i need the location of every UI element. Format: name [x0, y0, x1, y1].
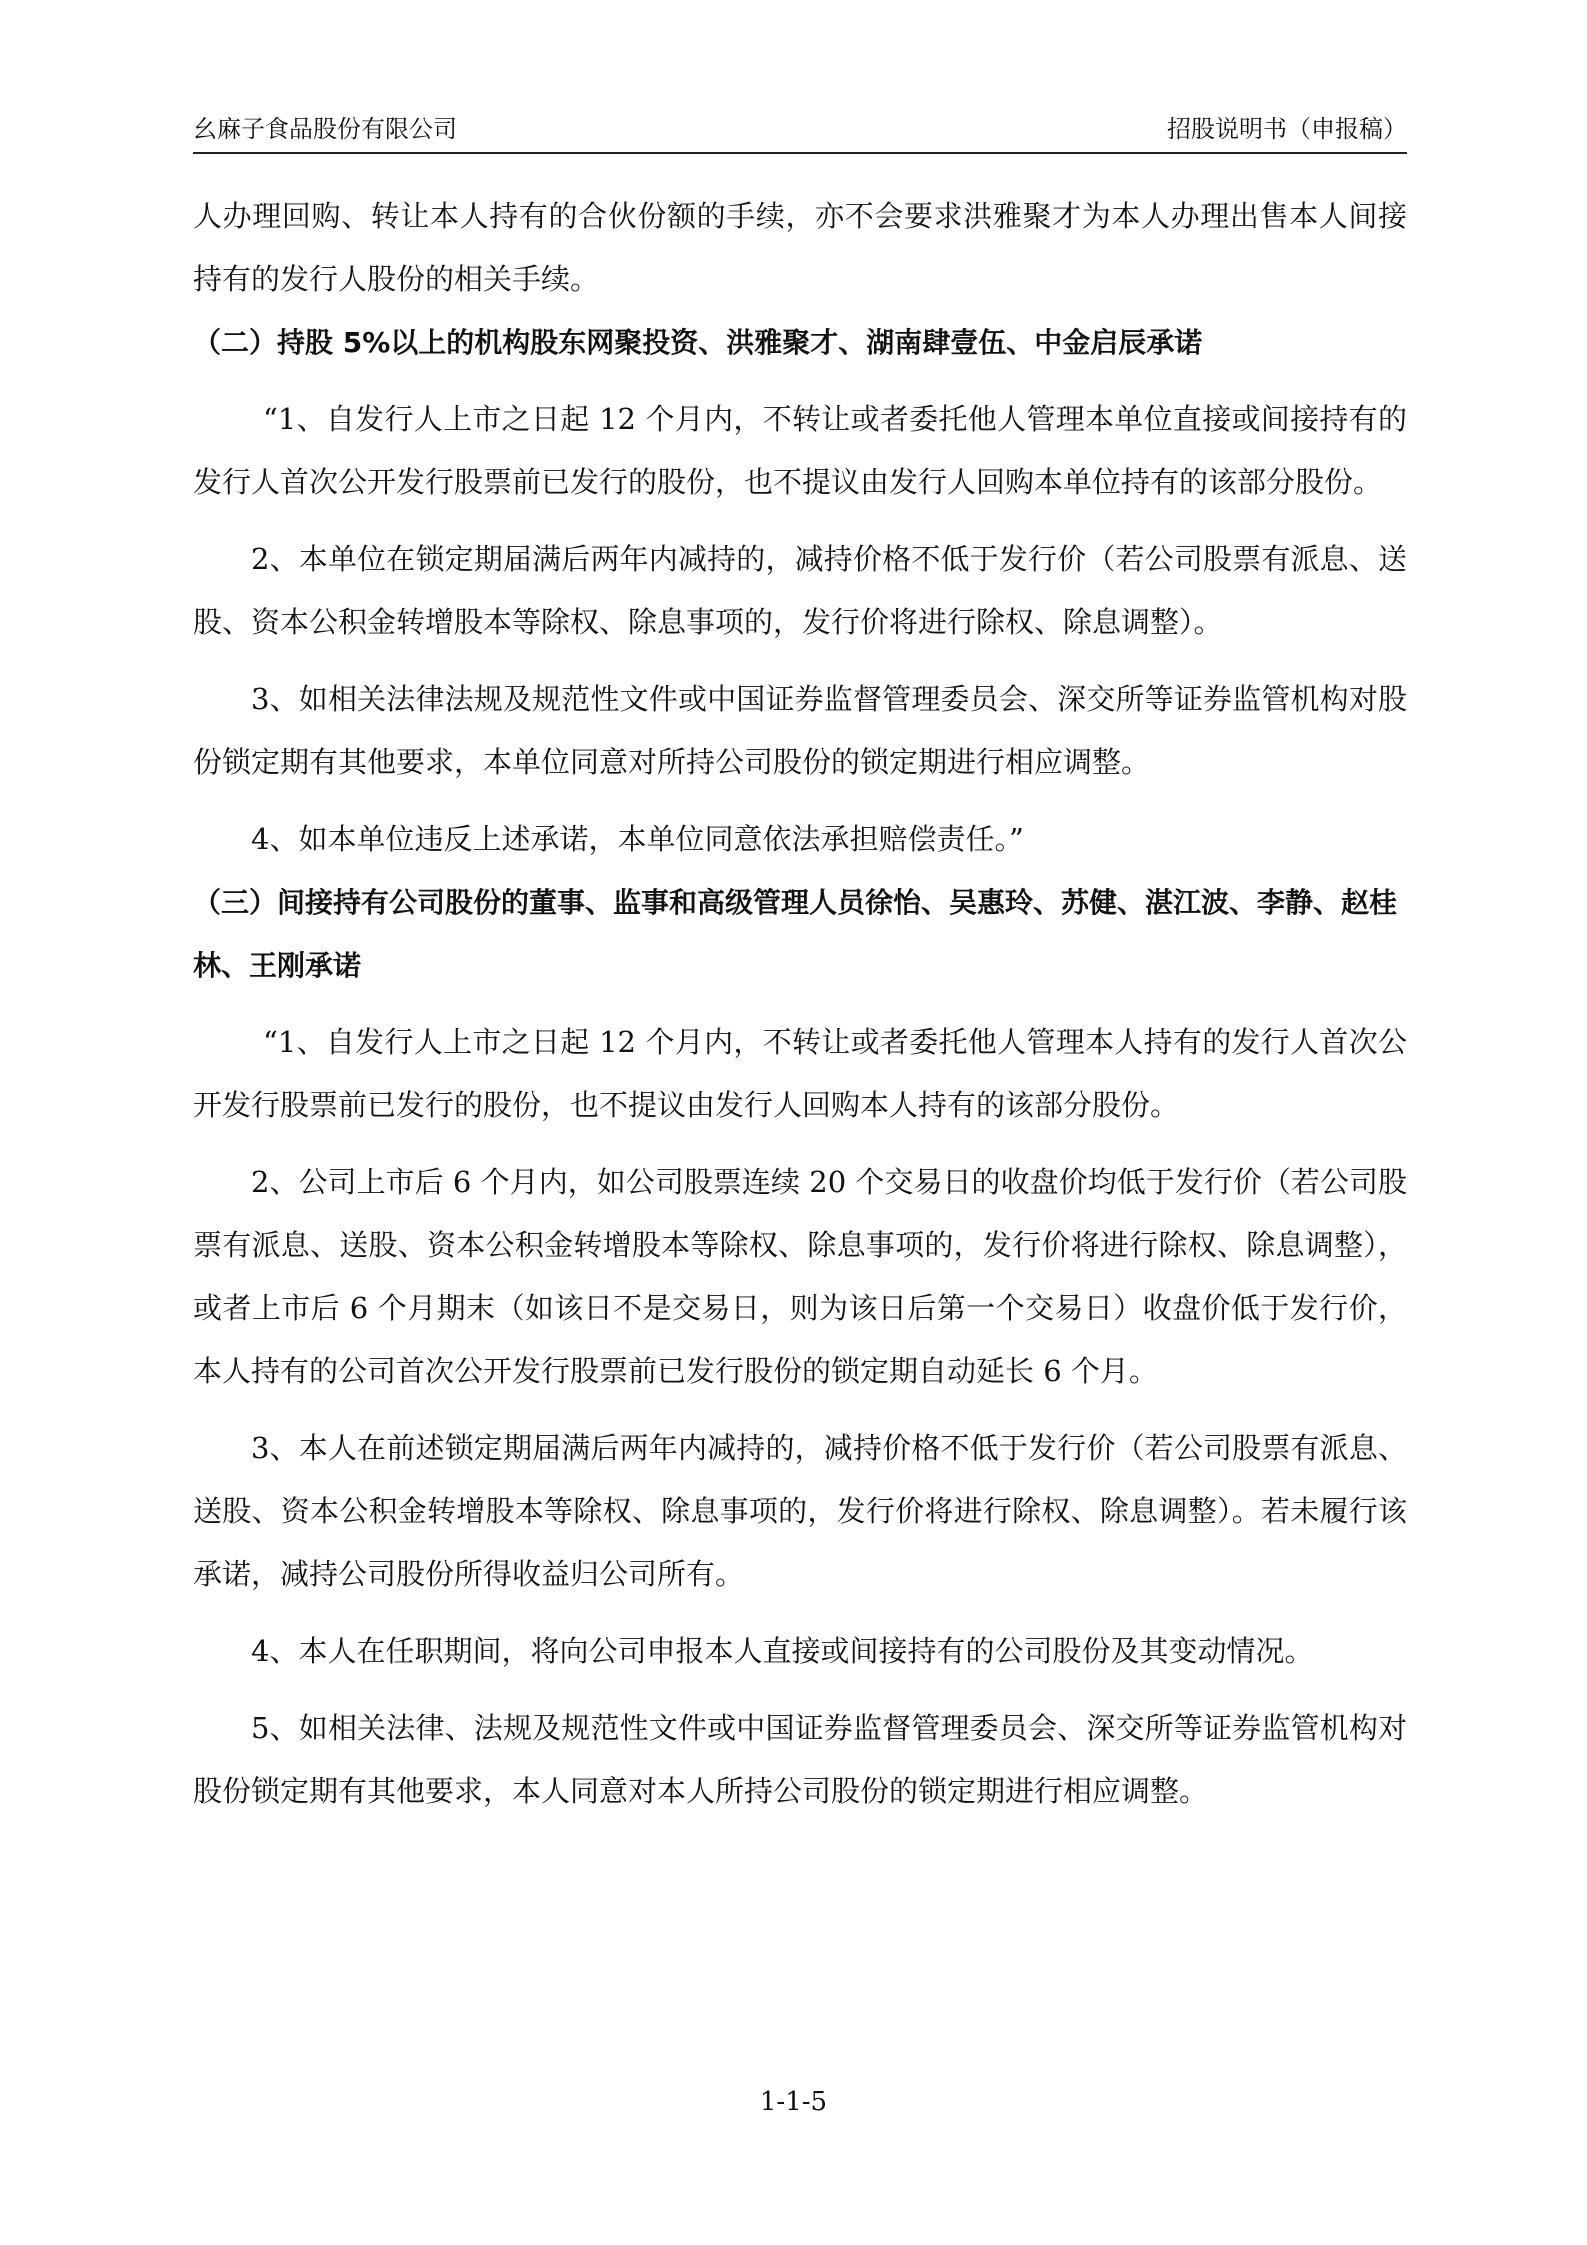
- section-2-paragraph-3: 3、如相关法律法规及规范性文件或中国证券监督管理委员会、深交所等证券监管机构对股份锁定期有其他要求，本单位同意对所持公司股份的锁定期进行相应调整。: [193, 682, 1407, 779]
- paragraph-continuation: 人办理回购、转让本人持有的合伙份额的手续，亦不会要求洪雅聚才为本人办理出售本人间接持有的发行人股份的相关手续。: [193, 199, 1407, 296]
- section-2-paragraph-4: 4、如本单位违反上述承诺，本单位同意依法承担赔偿责任。”: [251, 822, 1024, 856]
- page-header: [193, 108, 1407, 154]
- section-2-paragraph-1: “1、自发行人上市之日起 12 个月内，不转让或者委托他人管理本单位直接或间接持有的发行人首次公开发行股票前已发行的股份，也不提议由发行人回购本单位持有的该部分股份。: [193, 402, 1407, 499]
- section-3-paragraph-5: 5、如相关法律、法规及规范性文件或中国证券监督管理委员会、深交所等证券监管机构对股份锁定期有其他要求，本人同意对本人所持公司股份的锁定期进行相应调整。: [193, 1711, 1407, 1808]
- page-number: 1-1-5: [759, 2087, 828, 2117]
- section-2-paragraph-2: 2、本单位在锁定期届满后两年内减持的，减持价格不低于发行价（若公司股票有派息、送股、资本公积金转增股本等除权、除息事项的，发行价将进行除权、除息调整）。: [193, 542, 1407, 639]
- section-heading-2: （二）持股 5%以上的机构股东网聚投资、洪雅聚才、湖南肆壹伍、中金启辰承诺: [193, 326, 1203, 359]
- header-document-type: 招股说明书（申报稿）: [1167, 115, 1407, 143]
- section-3-paragraph-2: 2、公司上市后 6 个月内，如公司股票连续 20 个交易日的收盘价均低于发行价（若公司股票有派息、送股、资本公积金转增股本等除权、除息事项的，发行价将进行除权、除息调整），或者上市后 6 个月期末（如该日不是交易日，则为该日后第一个交易日）收盘价低于发行价，本人持有的公司首次公开发行股票前已发行股份的锁定期自动延长 6 个月。: [193, 1165, 1407, 1388]
- section-3-paragraph-1: “1、自发行人上市之日起 12 个月内，不转让或者委托他人管理本人持有的发行人首次公开发行股票前已发行的股份，也不提议由发行人回购本人持有的该部分股份。: [193, 1025, 1407, 1122]
- header-company-name: 幺麻子食品股份有限公司: [193, 115, 457, 143]
- section-3-paragraph-3: 3、本人在前述锁定期届满后两年内减持的，减持价格不低于发行价（若公司股票有派息、送股、资本公积金转增股本等除权、除息事项的，发行价将进行除权、除息调整）。若未履行该承诺，减持公司股份所得收益归公司所有。: [193, 1431, 1407, 1591]
- section-3-paragraph-4: 4、本人在任职期间，将向公司申报本人直接或间接持有的公司股份及其变动情况。: [251, 1634, 1314, 1668]
- document-body: [193, 185, 1407, 1823]
- section-heading-3: （三）间接持有公司股份的董事、监事和高级管理人员徐怡、吴惠玲、苏健、湛江波、李静、赵桂林、王刚承诺: [193, 886, 1398, 982]
